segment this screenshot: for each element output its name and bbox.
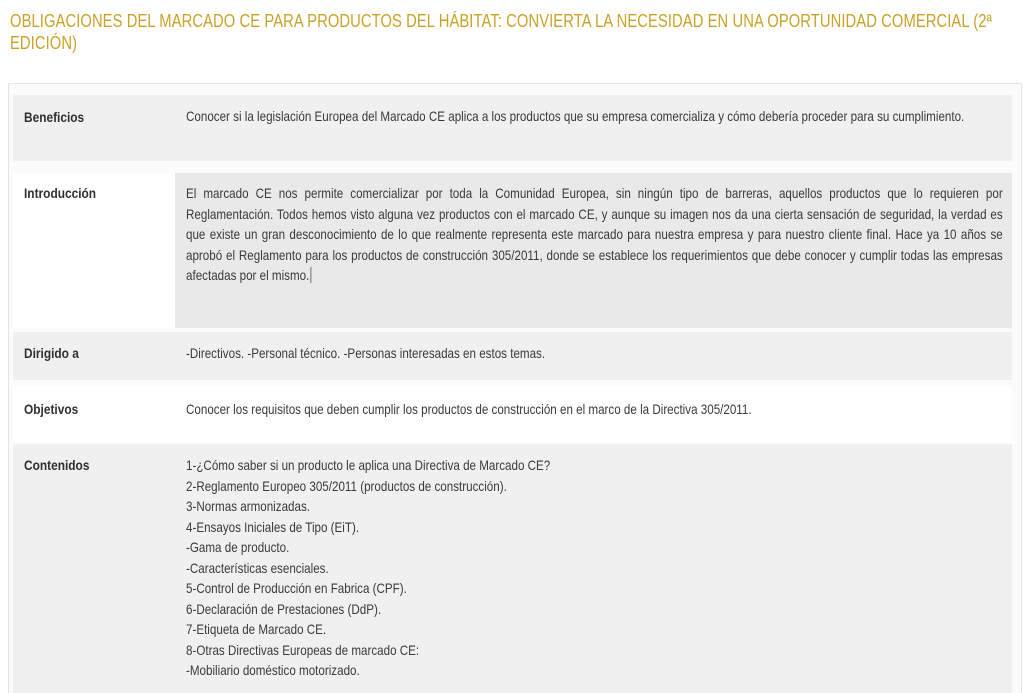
- row-value-beneficios: Conocer si la legislación Europea del Marcado CE aplica a los productos que su empresa comercializa y cómo debería proceder para su cumplimiento.: [186, 108, 965, 124]
- row-label-introduccion: Introducción: [24, 185, 97, 201]
- row-label-dirigido: Dirigido a: [24, 345, 79, 361]
- contenido-item: 7-Etiqueta de Marcado CE.: [186, 621, 327, 637]
- contenido-item: 3-Normas armonizadas.: [186, 498, 310, 514]
- row-label-objetivos: Objetivos: [24, 401, 79, 417]
- row-value-objetivos: Conocer los requisitos que deben cumplir los productos de construcción en el marco de la Directiva 305/2011.: [186, 401, 752, 417]
- row-value-cell-contenidos: [175, 444, 1012, 693]
- contenido-item: -Mobiliario doméstico motorizado.: [186, 662, 360, 678]
- row-value-cell-beneficios: [175, 95, 1012, 161]
- contenido-item: 8-Otras Directivas Europeas de marcado CE:: [186, 641, 420, 658]
- row-value-cell-dirigido: [175, 332, 1012, 380]
- contenido-item: 4-Ensayos Iniciales de Tipo (EiT).: [186, 518, 360, 535]
- introduccion-text: El marcado CE nos permite comercializar por toda la Comunidad Europea, sin ningún tipo de barreras, aquellos productos que lo requieren por Reglamentación. Todos hemos visto alguna vez productos con el marcado CE, y aunque su imagen nos da una cierta sensación de seguridad, la verdad es que existe un gran desconocimiento de lo que realmente representa este marcado para nuestra empresa y para nuestro cliente final. Hace ya 10 años se aprobó el Reglamento para los productos de construcción 305/2011, donde se establece los requerimientos que debe conocer y cumplir todas las empresas afectadas por el mismo.: [186, 185, 1003, 283]
- row-value-cell-introduccion[interactable]: [175, 173, 1012, 328]
- row-introduccion: [13, 173, 1012, 328]
- contenido-item: 2-Reglamento Europeo 305/2011 (productos de construcción).: [186, 477, 507, 494]
- page-title: OBLIGACIONES DEL MARCADO CE PARA PRODUCTOS DEL HÁBITAT: CONVIERTA LA NECESIDAD EN UNA OPORTUNIDAD COMERCIAL (2ª EDICIÓN): [10, 11, 993, 53]
- row-contenidos: [13, 444, 1012, 693]
- row-objetivos: [13, 386, 1012, 442]
- text-caret: [310, 267, 311, 283]
- contenido-item: 6-Declaración de Prestaciones (DdP).: [186, 600, 382, 617]
- contenido-item: 1-¿Cómo saber si un producto le aplica una Directiva de Marcado CE?: [186, 457, 551, 473]
- row-dirigido: [13, 332, 1012, 380]
- contenido-item: -Características esenciales.: [186, 559, 329, 576]
- row-value-contenidos: [186, 455, 1003, 681]
- row-value-dirigido: -Directivos. -Personal técnico. -Personas interesadas en estos temas.: [186, 345, 546, 361]
- row-label-beneficios: Beneficios: [24, 109, 85, 125]
- row-value-introduccion[interactable]: [186, 183, 1003, 286]
- row-label-contenidos: Contenidos: [24, 457, 90, 473]
- contenido-item: 5-Control de Producción en Fabrica (CPF).: [186, 580, 407, 596]
- contenido-item: -Gama de producto.: [186, 539, 290, 555]
- row-beneficios: [13, 95, 1012, 161]
- row-value-cell-objetivos: [175, 386, 1012, 442]
